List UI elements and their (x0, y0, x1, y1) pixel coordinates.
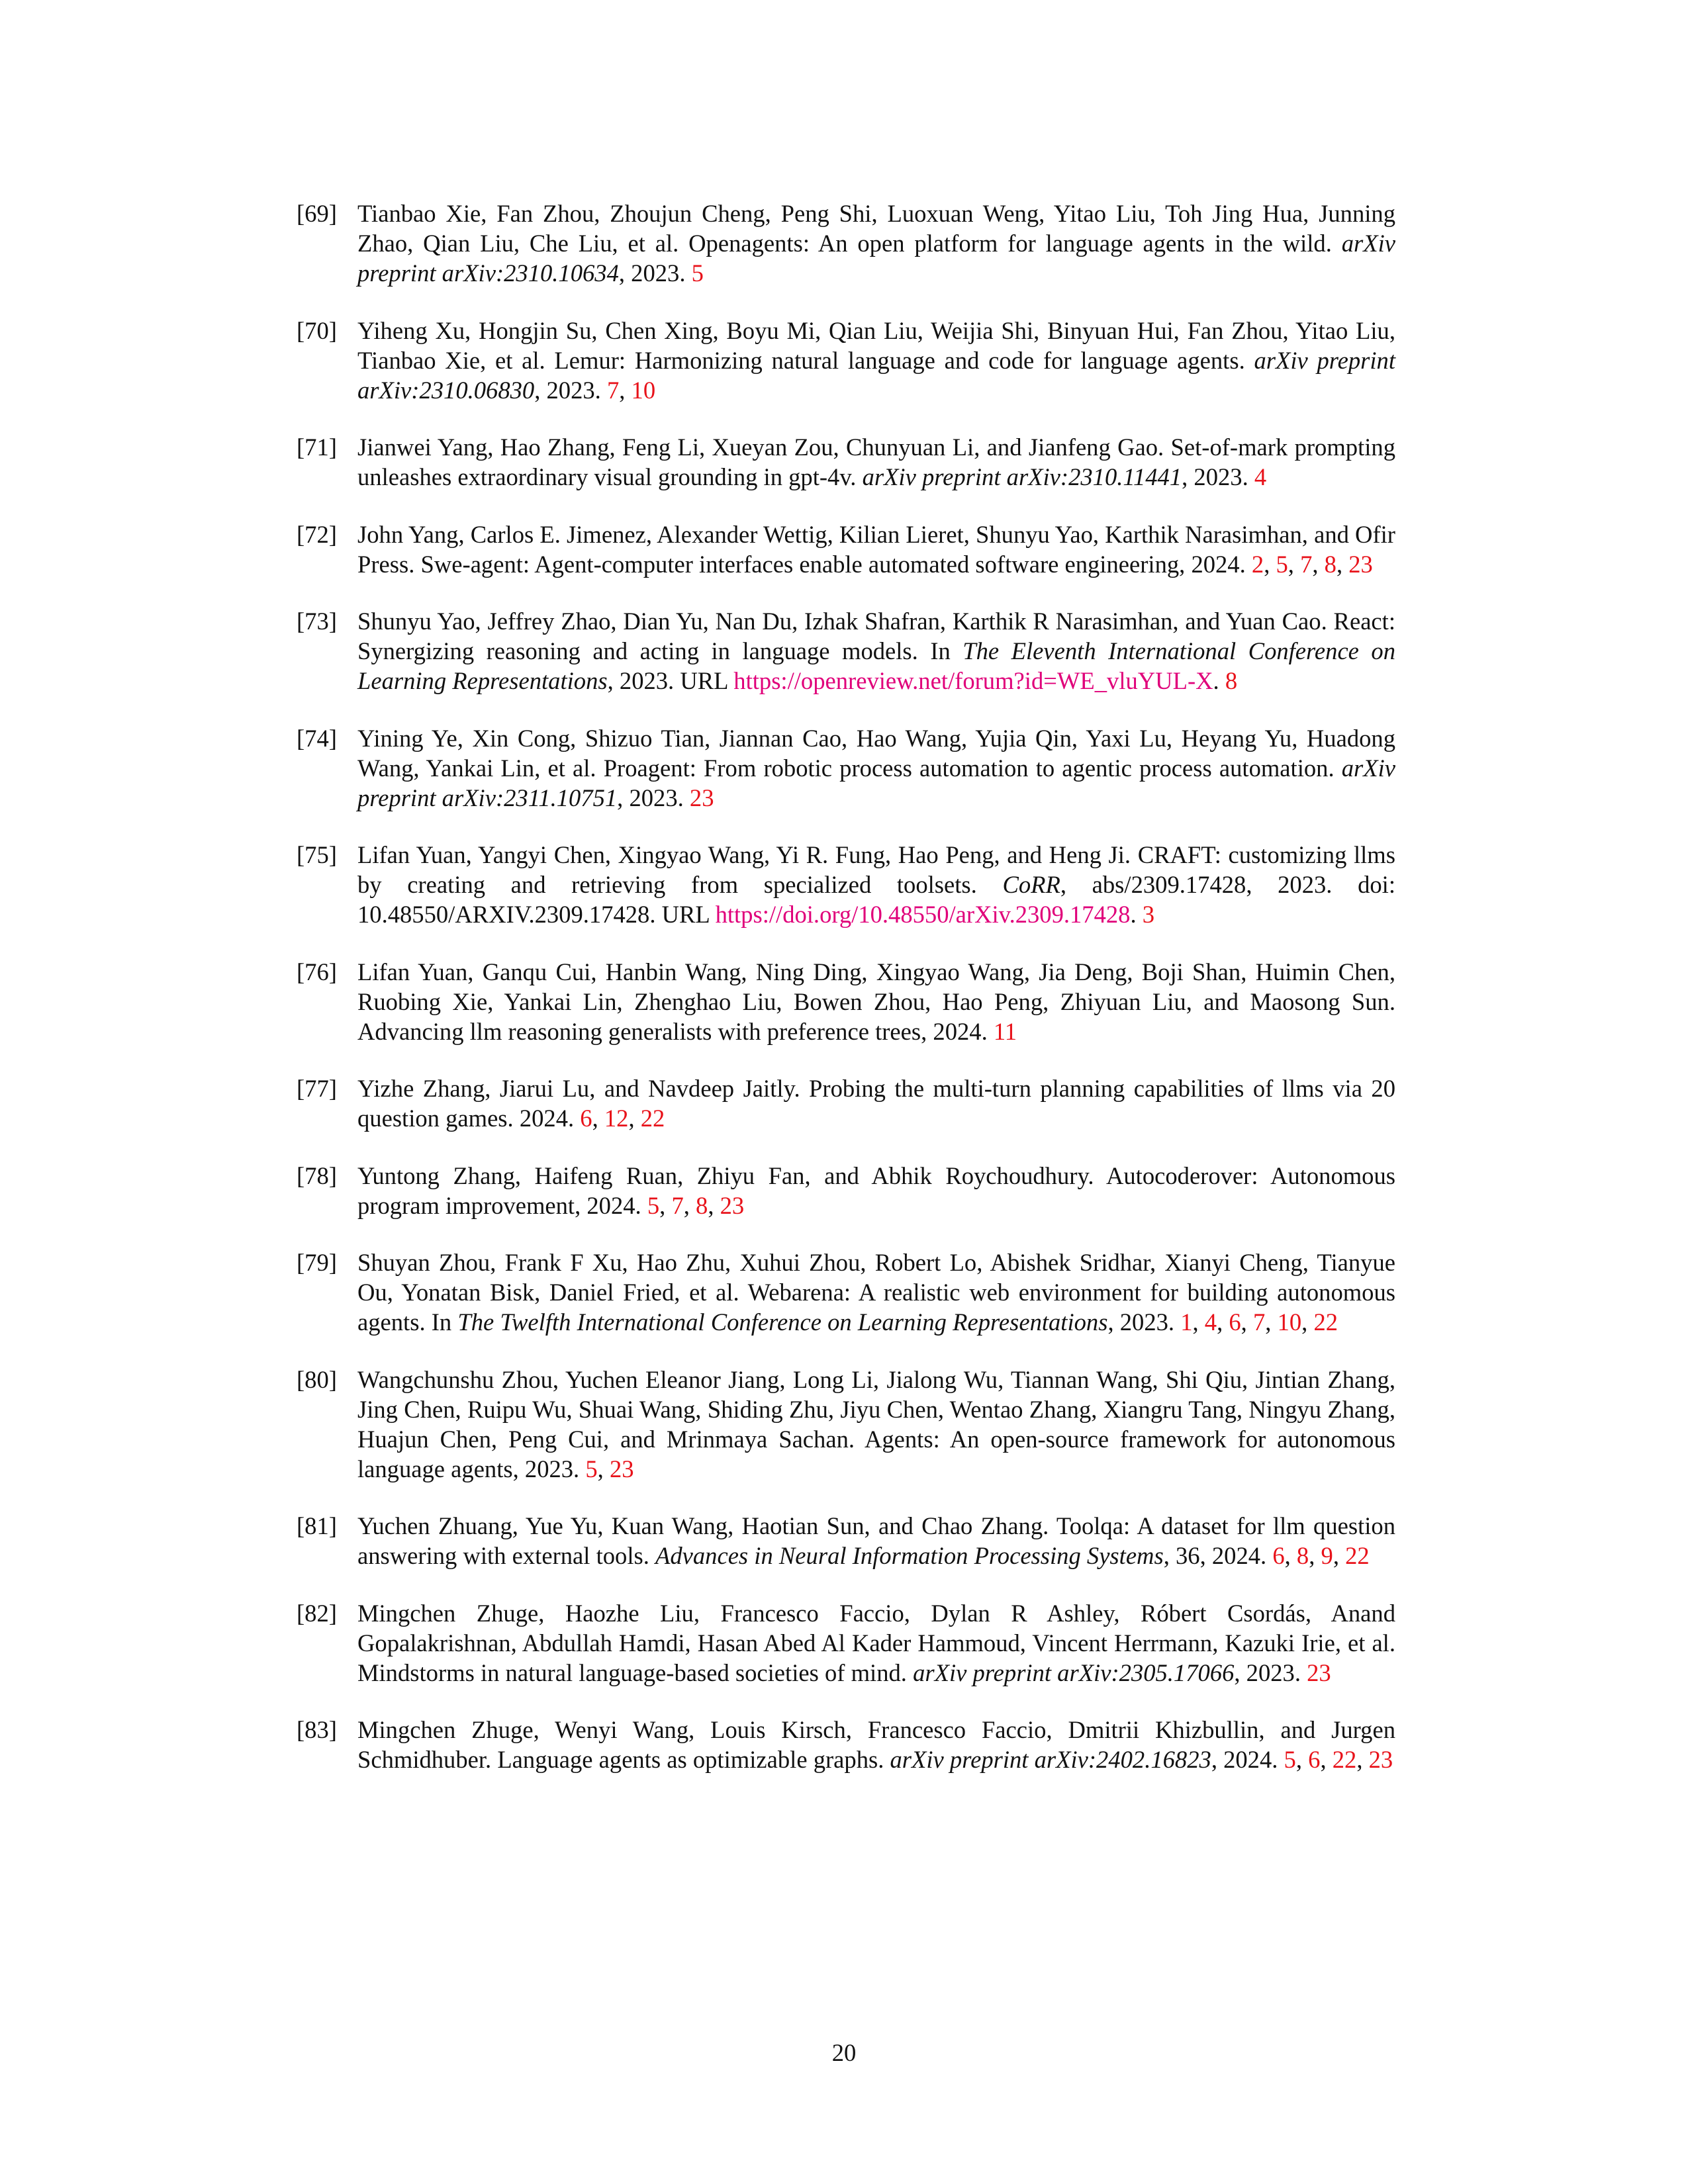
reference-venue: arXiv preprint arXiv:2305.17066 (913, 1659, 1235, 1686)
reference-details: , 2023. (534, 376, 607, 404)
back-reference-link[interactable]: 8 (696, 1191, 708, 1219)
reference-entry (297, 432, 1395, 492)
back-reference-link[interactable]: 22 (640, 1105, 665, 1132)
back-reference-link[interactable]: 23 (1307, 1659, 1331, 1686)
reference-venue: arXiv preprint arXiv:2402.16823 (890, 1746, 1211, 1773)
reference-url-link[interactable]: https://doi.org/10.48550/arXiv.2309.17428 (715, 901, 1131, 928)
reference-body: John Yang, Carlos E. Jimenez, Alexander Wettig, Kilian Lieret, Shunyu Yao, Karthik Narasimhan, and Ofir Press. Swe-agent: Agent-computer interfaces enable automated software engineering, 2024. 2, 5, 7, 8, 23 (357, 520, 1395, 578)
reference-number: [70] (297, 316, 337, 344)
reference-entry (297, 1161, 1395, 1220)
back-reference-link[interactable]: 5 (691, 259, 704, 287)
reference-body (357, 1600, 1395, 1686)
reference-details: , 2023. (617, 784, 690, 811)
reference-number: [82] (297, 1599, 337, 1627)
reference-venue: arXiv preprint arXiv:2310.11441 (862, 463, 1182, 490)
reference-text: John Yang, Carlos E. Jimenez, Alexander Wettig, Kilian Lieret, Shunyu Yao, Karthik Narasimhan, and Ofir Press. Swe-agent: Agent-computer interfaces enable automated software engineering, 2024. (357, 520, 1395, 578)
back-reference-link[interactable]: 5 (647, 1191, 660, 1219)
reference-entry (297, 723, 1395, 813)
reference-number: [72] (297, 520, 337, 548)
back-reference-link[interactable]: 12 (604, 1105, 629, 1132)
reference-body: Wangchunshu Zhou, Yuchen Eleanor Jiang, Long Li, Jialong Wu, Tiannan Wang, Shi Qiu, Jintian Zhang, Jing Chen, Ruipu Wu, Shuai Wang, Shiding Zhu, Jiyu Chen, Wentao Zhang, Xiangru Tang, Ningyu Zhang, Huajun Chen, Peng Cui, and Mrinmaya Sachan. Agents: An open-source framework for autonomous language agents, 2023. 5, 23 (357, 1365, 1395, 1482)
reference-body (357, 841, 1395, 928)
reference-entry (297, 1598, 1395, 1688)
back-reference-link[interactable]: 11 (993, 1017, 1017, 1045)
reference-body (357, 200, 1395, 287)
reference-punctuation: . (1213, 667, 1225, 694)
reference-number: [80] (297, 1365, 337, 1393)
back-reference-link[interactable]: 6 (1229, 1308, 1241, 1336)
back-reference-link[interactable]: 10 (631, 376, 656, 404)
reference-venue: CoRR (1002, 871, 1060, 898)
back-reference-link[interactable]: 5 (1284, 1746, 1296, 1773)
reference-venue: arXiv preprint arXiv:2311.10751 (357, 754, 1395, 811)
reference-body: Mingchen Zhuge, Wenyi Wang, Louis Kirsch, Francesco Faccio, Dmitrii Khizbullin, and Jurgen Schmidhuber. Language agents as optimizable graphs. arXiv preprint arXiv:2402.16823, 2024. 5, 6, 22, 23 (357, 1716, 1395, 1773)
back-reference-link[interactable]: 6 (1272, 1542, 1285, 1569)
reference-text: Yizhe Zhang, Jiarui Lu, and Navdeep Jaitly. Probing the multi-turn planning capabilities of llms via 20 question games. 2024. (357, 1075, 1395, 1132)
back-reference-link[interactable]: 23 (1348, 550, 1373, 578)
reference-number: [79] (297, 1249, 337, 1276)
reference-text: Yining Ye, Xin Cong, Shizuo Tian, Jiannan Cao, Hao Wang, Yujia Qin, Yaxi Lu, Heyang Yu, Huadong Wang, Yankai Lin, et al. Proagent: From robotic process automation to agentic process automation. (357, 724, 1395, 782)
reference-number: [76] (297, 958, 337, 985)
reference-body (357, 725, 1395, 811)
reference-text: Yuntong Zhang, Haifeng Ruan, Zhiyu Fan, and Abhik Roychoudhury. Autocoderover: Autonomous program improvement, 2024. (357, 1161, 1395, 1219)
back-reference-link[interactable]: 7 (606, 376, 620, 404)
back-reference-link[interactable]: 6 (1308, 1746, 1321, 1773)
back-reference-link[interactable]: 7 (671, 1191, 684, 1219)
back-reference-link[interactable]: 22 (1332, 1746, 1357, 1773)
reference-entry (297, 316, 1395, 405)
back-reference-link[interactable]: 23 (689, 784, 714, 811)
reference-details: , 36, 2024. (1163, 1542, 1273, 1569)
reference-body (357, 958, 1395, 1045)
back-reference-link[interactable]: 23 (720, 1191, 745, 1219)
back-reference-link[interactable]: 10 (1277, 1308, 1302, 1336)
back-reference-link[interactable]: 7 (1252, 1308, 1266, 1336)
back-reference-link[interactable]: 8 (1296, 1542, 1309, 1569)
reference-venue: arXiv preprint arXiv:2310.06830 (357, 346, 1395, 404)
reference-body: Yiheng Xu, Hongjin Su, Chen Xing, Boyu Mi, Qian Liu, Weijia Shi, Binyuan Hui, Fan Zhou, Yitao Liu, Tianbao Xie, et al. Lemur: Harmonizing natural language and code for language agents. arXiv preprint arXiv:2310.06830, 2023. 7, 10 (357, 316, 1395, 404)
reference-punctuation: . (1130, 901, 1143, 928)
reference-body (357, 433, 1395, 490)
reference-entry (297, 520, 1395, 579)
back-reference-link[interactable]: 23 (609, 1455, 634, 1482)
reference-text: Shuyan Zhou, Frank F Xu, Hao Zhu, Xuhui Zhou, Robert Lo, Abishek Sridhar, Xianyi Cheng, Tianyue Ou, Yonatan Bisk, Daniel Fried, et al. Webarena: A realistic web environment for building autonomous agents. In (357, 1249, 1395, 1336)
reference-url-link[interactable]: https://openreview.net/forum?id=WE_vluYUL-X (733, 667, 1213, 694)
reference-body: Shuyan Zhou, Frank F Xu, Hao Zhu, Xuhui Zhou, Robert Lo, Abishek Sridhar, Xianyi Cheng, Tianyue Ou, Yonatan Bisk, Daniel Fried, et al. Webarena: A realistic web environment for building autonomous agents. In The Twelfth International Conference on Learning Representations, 2023. 1, 4, 6, 7, 10, 22 (357, 1249, 1395, 1336)
reference-entry (297, 957, 1395, 1046)
reference-text: Shunyu Yao, Jeffrey Zhao, Dian Yu, Nan Du, Izhak Shafran, Karthik R Narasimhan, and Yuan Cao. React: Synergizing reasoning and acting in language models. In (357, 608, 1395, 664)
reference-text: Tianbao Xie, Fan Zhou, Zhoujun Cheng, Peng Shi, Luoxuan Weng, Yitao Liu, Toh Jing Hua, Junning Zhao, Qian Liu, Che Liu, et al. Openagents: An open platform for language agents in the wild. (357, 200, 1395, 257)
reference-entry (297, 1073, 1395, 1133)
back-reference-link[interactable]: 22 (1313, 1308, 1338, 1336)
reference-details: , 2023. URL (607, 667, 734, 694)
reference-text: Wangchunshu Zhou, Yuchen Eleanor Jiang, Long Li, Jialong Wu, Tiannan Wang, Shi Qiu, Jintian Zhang, Jing Chen, Ruipu Wu, Shuai Wang, Shiding Zhu, Jiyu Chen, Wentao Zhang, Xiangru Tang, Ningyu Zhang, Huajun Chen, Peng Cui, and Mrinmaya Sachan. Agents: An open-source framework for autonomous language agents, 2023. (357, 1365, 1395, 1482)
reference-entry (297, 1365, 1395, 1484)
back-reference-link[interactable]: 4 (1254, 463, 1267, 490)
reference-body: Yizhe Zhang, Jiarui Lu, and Navdeep Jaitly. Probing the multi-turn planning capabilities of llms via 20 question games. 2024. 6, 12, 22 (357, 1075, 1395, 1132)
back-reference-link[interactable]: 2 (1251, 550, 1264, 578)
reference-body: Yuntong Zhang, Haifeng Ruan, Zhiyu Fan, and Abhik Roychoudhury. Autocoderover: Autonomous program improvement, 2024. 5, 7, 8, 23 (357, 1161, 1395, 1219)
reference-text: Mingchen Zhuge, Haozhe Liu, Francesco Faccio, Dylan R Ashley, Róbert Csordás, Anand Gopalakrishnan, Abdullah Hamdi, Hasan Abed Al Kader Hammoud, Vincent Herrmann, Kazuki Irie, et al. Mindstorms in natural language-based societies of mind. (357, 1599, 1395, 1686)
reference-number: [69] (297, 200, 337, 227)
reference-number: [73] (297, 608, 337, 635)
reference-venue: The Eleventh International Conference on Learning Representations (357, 637, 1395, 694)
back-reference-link[interactable]: 3 (1142, 901, 1155, 928)
reference-details: , 2023. (1107, 1308, 1181, 1336)
reference-details: , 2023. (1182, 463, 1254, 490)
reference-entry (297, 1715, 1395, 1774)
reference-text: Lifan Yuan, Ganqu Cui, Hanbin Wang, Ning Ding, Xingyao Wang, Jia Deng, Boji Shan, Huimin Chen, Ruobing Xie, Yankai Lin, Zhenghao Liu, Bowen Zhou, Hao Peng, Zhiyuan Liu, and Maosong Sun. Advancing llm reasoning generalists with preference trees, 2024. (357, 958, 1395, 1045)
reference-body (357, 608, 1395, 694)
back-reference-link[interactable]: 4 (1204, 1308, 1217, 1336)
reference-venue: The Twelfth International Conference on Learning Representations (457, 1308, 1108, 1336)
reference-number: [81] (297, 1512, 337, 1539)
reference-details: , abs/2309.17428, 2023. doi: 10.48550/ARXIV.2309.17428. URL (357, 871, 1395, 928)
back-reference-link[interactable]: 6 (580, 1105, 592, 1132)
reference-details: , 2023. (618, 259, 692, 287)
reference-entry (297, 1248, 1395, 1337)
reference-text: Mingchen Zhuge, Wenyi Wang, Louis Kirsch, Francesco Faccio, Dmitrii Khizbullin, and Jurgen Schmidhuber. Language agents as optimizable graphs. (357, 1716, 1395, 1773)
back-reference-link[interactable]: 5 (585, 1455, 598, 1482)
reference-text: Jianwei Yang, Hao Zhang, Feng Li, Xueyan Zou, Chunyuan Li, and Jianfeng Gao. Set-of-mark prompting unleashes extraordinary visual grounding in gpt-4v. (357, 433, 1395, 490)
reference-number: [71] (297, 433, 337, 461)
reference-entry (297, 199, 1395, 288)
reference-details: , 2023. (1234, 1659, 1307, 1686)
back-reference-link[interactable]: 23 (1368, 1746, 1393, 1773)
back-reference-link[interactable]: 7 (1300, 550, 1313, 578)
reference-number: [75] (297, 841, 337, 868)
back-reference-link[interactable]: 8 (1324, 550, 1336, 578)
reference-number: [74] (297, 724, 337, 752)
reference-text: Yuchen Zhuang, Yue Yu, Kuan Wang, Haotian Sun, and Chao Zhang. Toolqa: A dataset for llm question answering with external tools. (357, 1512, 1395, 1569)
reference-body: Yuchen Zhuang, Yue Yu, Kuan Wang, Haotian Sun, and Chao Zhang. Toolqa: A dataset for llm question answering with external tools. Advances in Neural Information Processing Systems, 36, 2024. 6, 8, 9, 22 (357, 1512, 1395, 1569)
reference-number: [78] (297, 1161, 337, 1189)
back-reference-link[interactable]: 1 (1180, 1308, 1193, 1336)
reference-venue: arXiv preprint arXiv:2310.10634 (357, 230, 1395, 287)
reference-number: [77] (297, 1075, 337, 1102)
back-reference-link[interactable]: 9 (1321, 1542, 1333, 1569)
reference-entry (297, 606, 1395, 696)
reference-text: Lifan Yuan, Yangyi Chen, Xingyao Wang, Yi R. Fung, Hao Peng, and Heng Ji. CRAFT: customizing llms by creating and retrieving from specialized toolsets. (357, 841, 1395, 898)
back-reference-link[interactable]: 5 (1276, 550, 1288, 578)
reference-entry (297, 840, 1395, 929)
reference-venue: Advances in Neural Information Processing Systems (655, 1542, 1164, 1569)
page-number: 20 (831, 2039, 857, 2066)
reference-list (297, 199, 1395, 1802)
back-reference-link[interactable]: 8 (1225, 667, 1238, 694)
reference-details: , 2024. (1211, 1746, 1284, 1773)
reference-entry (297, 1511, 1395, 1570)
reference-number: [83] (297, 1716, 337, 1743)
reference-text: Yiheng Xu, Hongjin Su, Chen Xing, Boyu Mi, Qian Liu, Weijia Shi, Binyuan Hui, Fan Zhou, Yitao Liu, Tianbao Xie, et al. Lemur: Harmonizing natural language and code for language agents. (357, 316, 1395, 374)
back-reference-link[interactable]: 22 (1345, 1542, 1370, 1569)
